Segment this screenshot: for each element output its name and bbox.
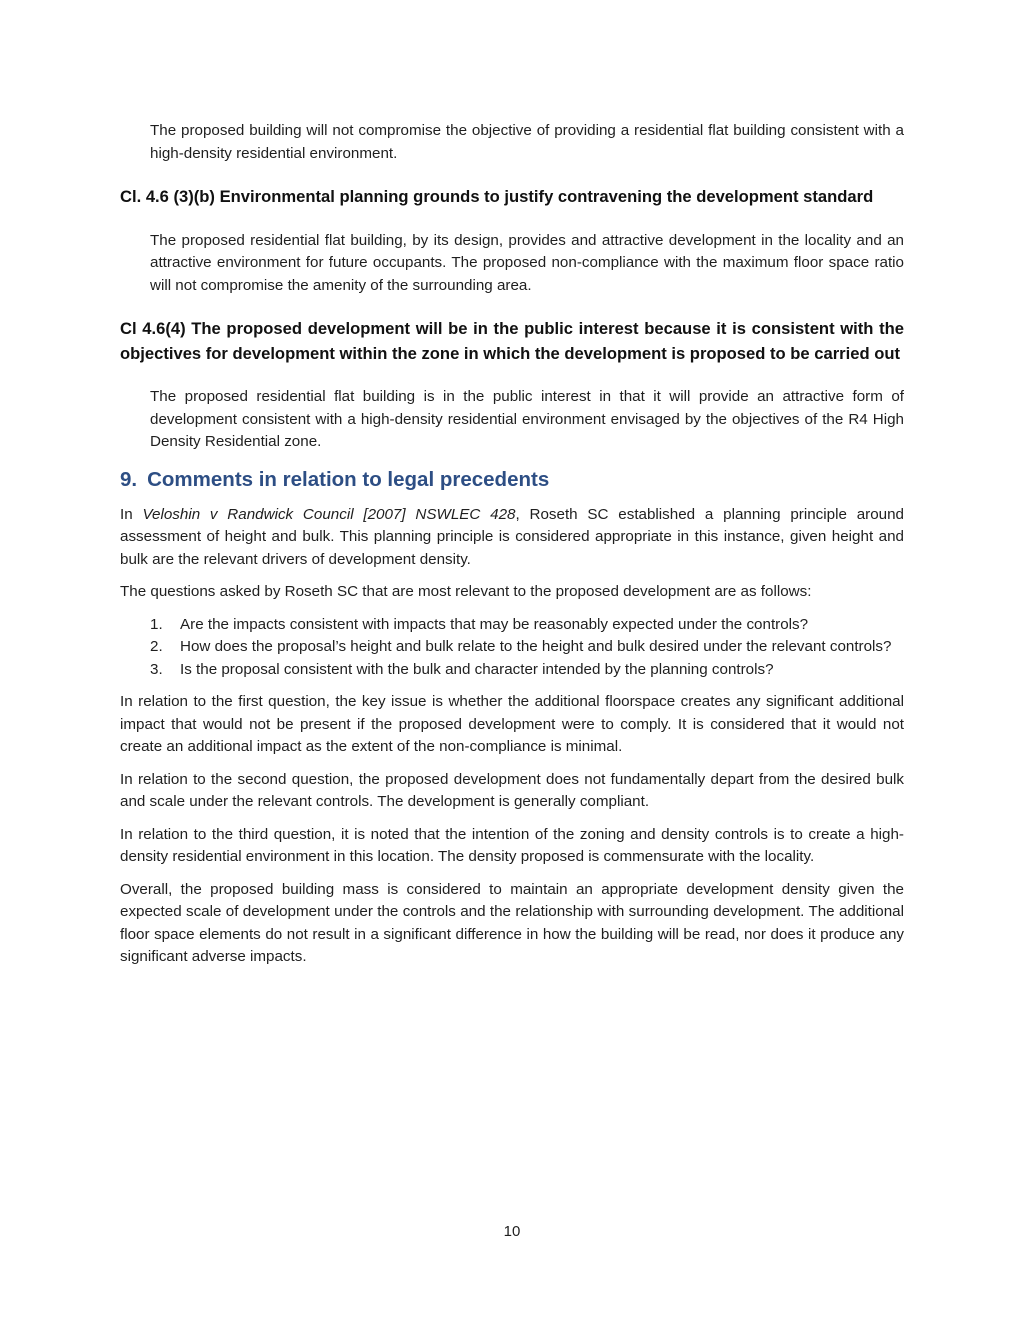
section-heading	[120, 466, 904, 494]
list-item-number: 2.	[150, 638, 163, 655]
clause-4-6-3b-body: The proposed residential flat building, by its design, provides and attractive development in the locality and an attractive environment for future occupants. The proposed non-compliance with the maximum floor space ratio will not compromise the amenity of the surrounding area.	[150, 231, 904, 294]
list-item	[120, 614, 904, 637]
list-item-text: Are the impacts consistent with impacts that may be reasonably expected under the controls?	[180, 615, 809, 633]
list-item-number: 1.	[150, 615, 163, 633]
list-item-number: 3.	[150, 660, 163, 678]
clause-4-6-3b-heading: Cl. 4.6 (3)(b) Environmental planning grounds to justify contravening the development standard	[120, 187, 874, 206]
questions-intro: The questions asked by Roseth SC that are most relevant to the proposed development are as follows:	[120, 583, 812, 600]
answer-2-paragraph: In relation to the second question, the proposed development does not fundamentally depart from the desired bulk and scale under the relevant controls. The development is generally compliant.	[120, 770, 904, 810]
precedent-prefix: In	[120, 505, 143, 523]
clause-4-6-4-heading: Cl 4.6(4) The proposed development will be in the public interest because it is consistent with the objectives for development within the zone in which the development is proposed to be carried out	[120, 319, 904, 363]
clause-4-6-4-body: The proposed residential flat building is in the public interest in that it will provide an attractive form of development consistent with a high-density residential environment envisaged by the objectives of the R4 High Density Residential zone.	[150, 388, 904, 450]
case-citation: Veloshin v Randwick Council [2007] NSWLEC 428	[142, 505, 516, 523]
clause-4-6-3b-block	[120, 230, 904, 298]
answer-1-paragraph: In relation to the first question, the key issue is whether the additional floorspace creates any significant additional impact that would not be present if the proposed development were to comply. It is considered that it would not create an additional impact as the extent of the non-compliance is minimal.	[120, 693, 904, 755]
conclusion-paragraph: Overall, the proposed building mass is considered to maintain an appropriate development density given the expected scale of development under the controls and the relationship with surrounding development. The additional floor space elements do not result in a significant difference in how the building will be read, nor does it produce any significant adverse impacts.	[120, 880, 904, 965]
intro-block	[120, 120, 904, 165]
intro-paragraph: The proposed building will not compromise the objective of providing a residential flat building consistent with a high-density residential environment.	[150, 122, 904, 162]
page-number: 10	[503, 1223, 521, 1240]
answer-3-paragraph: In relation to the third question, it is noted that the intention of the zoning and density controls is to create a high-density residential environment in this location. The density proposed is commensurate with the locality.	[120, 825, 904, 865]
document-page	[120, 120, 904, 979]
questions-list	[120, 614, 904, 682]
clause-4-6-4-block	[120, 386, 904, 454]
list-item	[120, 636, 904, 659]
section-number: 9.	[120, 467, 138, 491]
precedent-suffix: , Roseth SC established a planning principle around assessment of height and bulk. This planning principle is considered appropriate in this instance, given height and bulk are the relevant drivers of development density.	[120, 505, 904, 568]
precedent-paragraph	[120, 504, 904, 572]
list-item-text: Is the proposal consistent with the bulk and character intended by the planning controls?	[180, 660, 774, 678]
section-title: Comments in relation to legal precedents	[147, 467, 550, 491]
list-item	[120, 659, 904, 682]
list-item-text: How does the proposal’s height and bulk relate to the height and bulk desired under the relevant controls?	[180, 638, 892, 655]
